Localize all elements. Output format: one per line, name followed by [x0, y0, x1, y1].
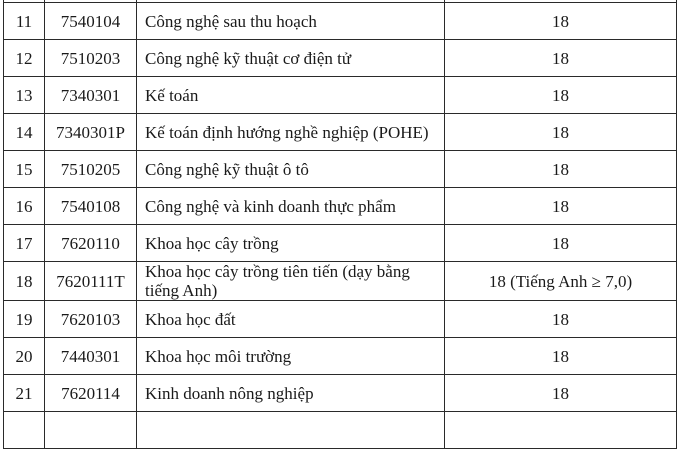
- cell-stt: 16: [4, 188, 45, 225]
- cell-min-score: 18: [445, 40, 677, 77]
- cell-major-name: Kế toán định hướng nghề nghiệp (POHE): [137, 114, 445, 151]
- cell-major-name: Khoa học đất: [137, 301, 445, 338]
- cell-major-code: 7540104: [45, 3, 137, 40]
- cell-min-score: 18: [445, 301, 677, 338]
- cell-min-score: 18: [445, 188, 677, 225]
- admission-score-table-container: [3, 0, 677, 449]
- table-row: [4, 151, 677, 188]
- cell-major-name: Công nghệ sau thu hoạch: [137, 3, 445, 40]
- cell-stt: 13: [4, 77, 45, 114]
- table-row: [4, 338, 677, 375]
- table-row: [4, 262, 677, 301]
- table-row: [4, 77, 677, 114]
- cell-min-score: 18: [445, 225, 677, 262]
- cell-stt: 17: [4, 225, 45, 262]
- cell-major-name: Công nghệ kỹ thuật cơ điện tử: [137, 40, 445, 77]
- cell-min-score: 18: [445, 375, 677, 412]
- cell-stt: 20: [4, 338, 45, 375]
- table-row: [4, 3, 677, 40]
- cell-stt: 19: [4, 301, 45, 338]
- cell-major-code: 7440301: [45, 338, 137, 375]
- cell-major-code: 7510203: [45, 40, 137, 77]
- cell-stt: 21: [4, 375, 45, 412]
- cell-major-code: [45, 412, 137, 449]
- cell-major-name: Công nghệ và kinh doanh thực phẩm: [137, 188, 445, 225]
- cell-stt: 14: [4, 114, 45, 151]
- table-row: [4, 301, 677, 338]
- cell-major-name: Khoa học cây trồng: [137, 225, 445, 262]
- cell-min-score: 18: [445, 114, 677, 151]
- cell-major-code: 7620111T: [45, 262, 137, 301]
- cell-major-name: [137, 412, 445, 449]
- cell-min-score: 18: [445, 338, 677, 375]
- table-row: [4, 225, 677, 262]
- cell-min-score: 18 (Tiếng Anh ≥ 7,0): [445, 262, 677, 301]
- cell-major-name: Kế toán: [137, 77, 445, 114]
- cell-stt: 18: [4, 262, 45, 301]
- cell-stt: 15: [4, 151, 45, 188]
- cell-stt: 11: [4, 3, 45, 40]
- admission-score-table: [3, 0, 677, 449]
- cell-min-score: 18: [445, 3, 677, 40]
- cell-major-code: 7340301P: [45, 114, 137, 151]
- cell-min-score: [445, 412, 677, 449]
- cell-major-name: Công nghệ kỹ thuật ô tô: [137, 151, 445, 188]
- table-row: [4, 188, 677, 225]
- table-row: [4, 40, 677, 77]
- cell-major-code: 7540108: [45, 188, 137, 225]
- cell-min-score: 18: [445, 151, 677, 188]
- cell-major-name: Khoa học môi trường: [137, 338, 445, 375]
- cell-stt: 12: [4, 40, 45, 77]
- cell-major-code: 7620114: [45, 375, 137, 412]
- cell-major-code: 7620110: [45, 225, 137, 262]
- cell-major-code: 7620103: [45, 301, 137, 338]
- cell-stt: [4, 412, 45, 449]
- table-row-partial-bottom: [4, 412, 677, 449]
- cell-min-score: 18: [445, 77, 677, 114]
- table-row: [4, 375, 677, 412]
- cell-major-code: 7510205: [45, 151, 137, 188]
- cell-major-name: Kinh doanh nông nghiệp: [137, 375, 445, 412]
- cell-major-name: Khoa học cây trồng tiên tiến (dạy bằng tiếng Anh): [137, 262, 445, 301]
- cell-major-code: 7340301: [45, 77, 137, 114]
- table-row: [4, 114, 677, 151]
